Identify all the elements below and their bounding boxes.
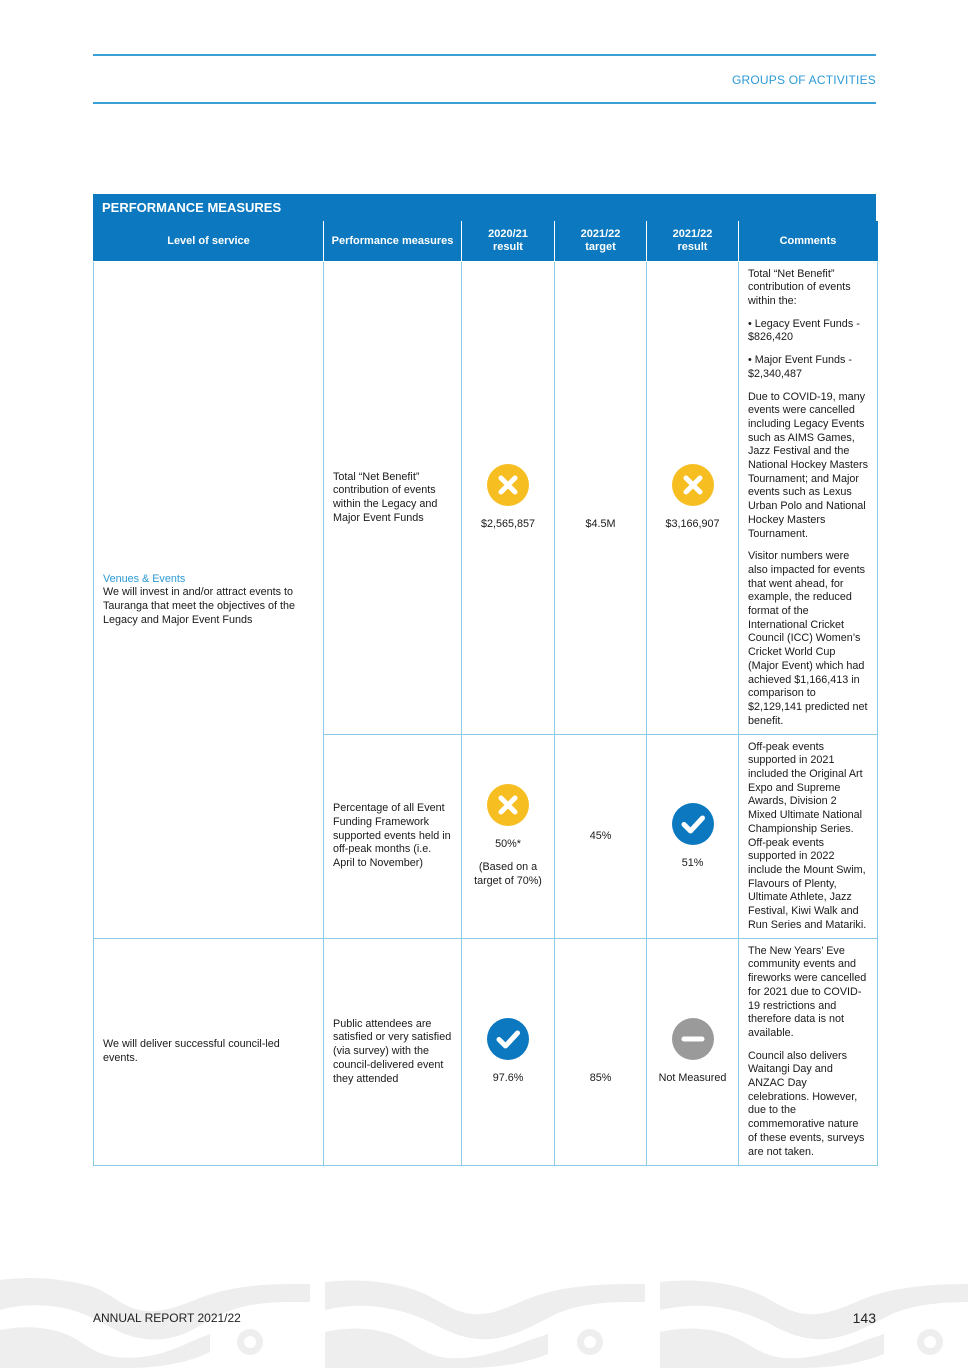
- target-2021-22-cell: [555, 262, 647, 735]
- cross-icon: [487, 464, 529, 506]
- measure-cell: Public attendees are satisfied or very satisfied (via survey) with the council-delivered event they attended: [324, 939, 462, 1166]
- table-header-row: [94, 221, 878, 262]
- result-2021-22-value: $3,166,907: [665, 518, 720, 531]
- result-2021-22-value: Not Measured: [658, 1072, 727, 1085]
- result-2021-22-value: 51%: [681, 856, 704, 869]
- footer-report-title: ANNUAL REPORT 2021/22: [93, 1311, 241, 1325]
- result-2021-22-cell: [647, 735, 739, 939]
- comments-cell: [739, 262, 878, 735]
- venues-events-text: We will invest in and/or attract events to Tauranga that meet the objectives of the Legacy and Major Event Funds: [103, 586, 296, 626]
- target-2021-22-value: 85%: [589, 1072, 612, 1085]
- level-of-service-council-events: [94, 939, 324, 1166]
- col-level-of-service: Level of service: [94, 221, 324, 262]
- comment-paragraph: Off-peak events supported in 2021 included the Original Art Expo and Supreme Awards, Division 2 Mixed Ultimate National Championship Series. Off-peak events supported in 2022 include the Mount Swim, Flavours of Plenty, Ultimate Athlete, Jazz Festival, Kiwi Walk and Run Series and Matariki.: [748, 740, 867, 931]
- comment-paragraph: Due to COVID-19, many events were cancelled including Legacy Events such as AIMS Games, Jazz Festival and the National Hockey Masters Tournament; and Major events such as Lexus Urban Polo and National Hockey Masters Tournament.: [748, 390, 869, 540]
- result-2021-22-cell: [647, 262, 739, 735]
- page-number: 143: [852, 1310, 876, 1326]
- result-2020-21-note: (Based on a target of 70%): [474, 861, 542, 887]
- table-title: PERFORMANCE MEASURES: [93, 194, 876, 221]
- header-top-rule: [93, 54, 876, 56]
- table-row: [94, 939, 878, 1166]
- result-2020-21-value: 50%*: [495, 838, 521, 851]
- result-2020-21-cell: [462, 262, 555, 735]
- performance-measures-table: [93, 221, 878, 1166]
- cross-icon: [487, 784, 529, 826]
- col-comments: Comments: [739, 221, 878, 262]
- target-2021-22-cell: [555, 735, 647, 939]
- col-result-2020-21: [462, 221, 555, 262]
- checkmark-icon: [487, 1018, 529, 1060]
- col-target-2021-22-label: 2021/22 target: [580, 228, 621, 253]
- target-2021-22-value: 45%: [589, 829, 612, 842]
- col-result-2021-22-label: 2021/22 result: [672, 228, 713, 253]
- measure-cell: Total “Net Benefit” contribution of events within the Legacy and Major Event Funds: [324, 262, 462, 735]
- comment-paragraph: • Legacy Event Funds - $826,420: [748, 317, 860, 344]
- venues-events-title: Venues & Events: [103, 572, 186, 585]
- level-of-service-venues: [94, 262, 324, 939]
- col-performance-measures: Performance measures: [324, 221, 462, 262]
- result-2020-21-cell: [462, 939, 555, 1166]
- result-2020-21-value: $2,565,857: [480, 518, 536, 531]
- comments-cell: [739, 939, 878, 1166]
- comment-paragraph: The New Years’ Eve community events and fireworks were cancelled for 2021 due to COVID-19 restrictions and therefore data is not available.: [748, 944, 867, 1039]
- result-2021-22-cell: [647, 939, 739, 1166]
- comment-paragraph: Council also delivers Waitangi Day and ANZAC Day celebrations. However, due to the commemorative nature of these events, surveys are not taken.: [748, 1049, 865, 1158]
- measure-cell: Percentage of all Event Funding Framework supported events held in off-peak months (i.e. April to November): [324, 735, 462, 939]
- col-result-2020-21-label: 2020/21 result: [488, 228, 528, 253]
- result-2020-21-value: 97.6%: [492, 1072, 524, 1085]
- cross-icon: [672, 464, 714, 506]
- header-bottom-rule: [93, 102, 876, 104]
- section-label: GROUPS OF ACTIVITIES: [731, 73, 876, 87]
- comment-paragraph: • Major Event Funds - $2,340,487: [748, 354, 852, 380]
- comment-paragraph: Visitor numbers were also impacted for events that went ahead, for example, the reduced format of the International Cricket Council (ICC) Women’s Cricket World Cup (Major Event) which had achieved $1,166,413 in comparison to $2,129,141 predicted net benefit.: [748, 550, 868, 727]
- col-result-2021-22: [647, 221, 739, 262]
- checkmark-icon: [672, 803, 714, 845]
- minus-circle-icon: [672, 1018, 714, 1060]
- comment-paragraph: Total “Net Benefit” contribution of events within the:: [748, 267, 851, 307]
- col-target-2021-22: [555, 221, 647, 262]
- table-row: [94, 262, 878, 735]
- council-events-text: We will deliver successful council-led events.: [103, 1038, 280, 1064]
- comments-cell: [739, 735, 878, 939]
- result-2020-21-cell: [462, 735, 555, 939]
- target-2021-22-cell: [555, 939, 647, 1166]
- target-2021-22-value: $4.5M: [585, 518, 616, 531]
